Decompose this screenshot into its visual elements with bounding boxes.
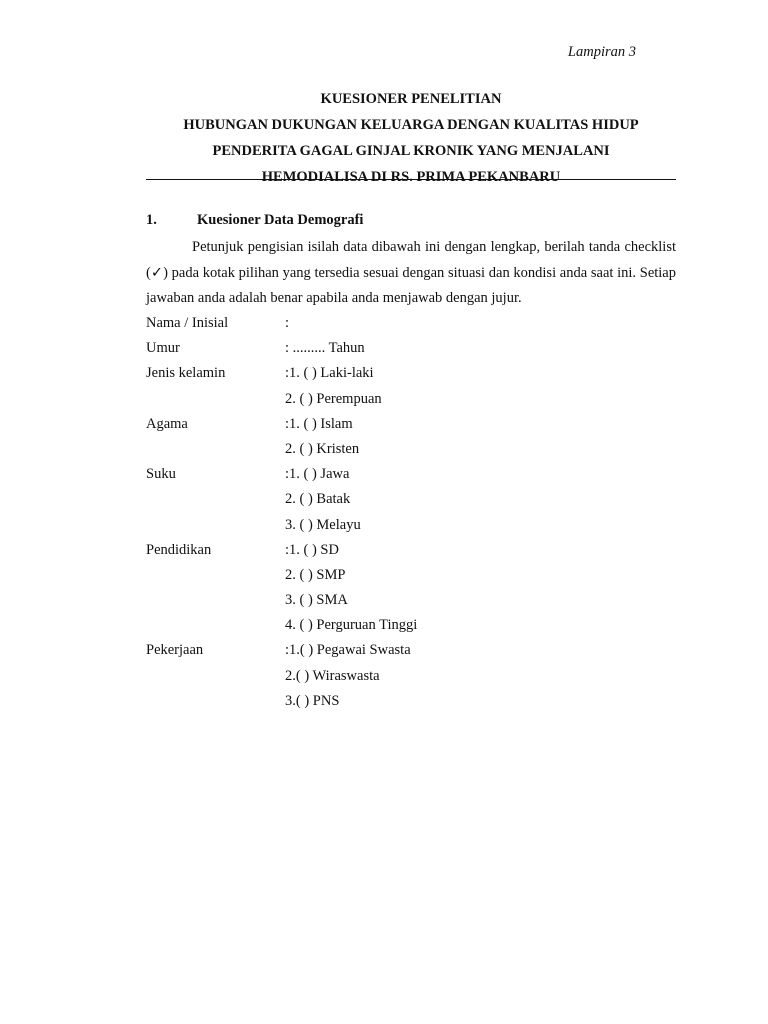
- field-label: [146, 689, 285, 714]
- option-checkbox[interactable]: 2. ( ) Perempuan: [285, 390, 382, 407]
- option-checkbox[interactable]: 4. ( ) Perguruan Tinggi: [285, 617, 418, 634]
- field-row: [146, 412, 676, 437]
- field-value[interactable]: :: [285, 315, 290, 331]
- option-checkbox[interactable]: :1. ( ) Laki-laki: [285, 365, 374, 382]
- field-label: [146, 387, 285, 412]
- instructions-paragraph: Petunjuk pengisian isilah data dibawah ini dengan lengkap, berilah tanda checklist (✓) pada kotak pilihan yang tersedia sesuai dengan situasi dan kondisi anda saat ini. Setiap jawaban anda adalah benar apabila anda menjawab dengan jujur.: [146, 239, 676, 306]
- field-row: [146, 664, 676, 689]
- section-number: 1.: [146, 212, 157, 228]
- field-row: [146, 387, 676, 412]
- field-label: [146, 664, 285, 689]
- option-checkbox[interactable]: 2. ( ) Batak: [285, 491, 351, 508]
- questionnaire-title: [146, 86, 676, 190]
- field-label: [146, 513, 285, 538]
- title-line-2: HUBUNGAN DUKUNGAN KELUARGA DENGAN KUALITAS HIDUP: [183, 117, 639, 133]
- field-row: [146, 638, 676, 663]
- field-row: [146, 513, 676, 538]
- field-label: [146, 588, 285, 613]
- option-checkbox[interactable]: :1. ( ) Islam: [285, 415, 353, 432]
- option-checkbox[interactable]: :1. ( ) Jawa: [285, 466, 350, 483]
- section-heading: [146, 212, 363, 229]
- section-title: Kuesioner Data Demografi: [197, 212, 364, 228]
- field-row: [146, 689, 676, 714]
- field-row: [146, 437, 676, 462]
- field-value[interactable]: : ......... Tahun: [285, 340, 365, 357]
- appendix-label: Lampiran 3: [567, 44, 636, 60]
- title-line-4: HEMODIALISA DI RS. PRIMA PEKANBARU: [261, 169, 561, 185]
- field-label: Jenis kelamin: [146, 365, 226, 382]
- field-row: [146, 563, 676, 588]
- field-label: Umur: [146, 340, 180, 357]
- option-checkbox[interactable]: 2. ( ) Kristen: [285, 440, 360, 457]
- option-checkbox[interactable]: 3. ( ) SMA: [285, 592, 348, 609]
- field-row: [146, 336, 676, 361]
- field-label: [146, 487, 285, 512]
- option-checkbox[interactable]: 3.( ) PNS: [285, 692, 340, 709]
- title-line-1: KUESIONER PENELITIAN: [320, 91, 502, 107]
- field-label: [146, 437, 285, 462]
- field-label: Nama / Inisial: [146, 315, 229, 331]
- option-checkbox[interactable]: 2.( ) Wiraswasta: [285, 667, 380, 684]
- field-row: [146, 538, 676, 563]
- option-checkbox[interactable]: :1.( ) Pegawai Swasta: [285, 642, 411, 659]
- field-row: [146, 361, 676, 386]
- field-row: [146, 613, 676, 638]
- option-checkbox[interactable]: 3. ( ) Melayu: [285, 516, 361, 533]
- field-row: [146, 487, 676, 512]
- option-checkbox[interactable]: 2. ( ) SMP: [285, 566, 346, 583]
- option-checkbox[interactable]: :1. ( ) SD: [285, 541, 339, 558]
- field-row: [146, 311, 676, 336]
- field-label: [146, 563, 285, 588]
- field-label: [146, 613, 285, 638]
- field-row: [146, 462, 676, 487]
- field-label: Agama: [146, 415, 188, 432]
- field-label: Suku: [146, 466, 176, 483]
- title-line-3: PENDERITA GAGAL GINJAL KRONIK YANG MENJALANI: [212, 143, 610, 159]
- field-label: Pendidikan: [146, 541, 212, 558]
- title-underline: [146, 179, 676, 180]
- demographic-fields: [146, 311, 676, 714]
- field-row: [146, 588, 676, 613]
- field-label: Pekerjaan: [146, 642, 204, 659]
